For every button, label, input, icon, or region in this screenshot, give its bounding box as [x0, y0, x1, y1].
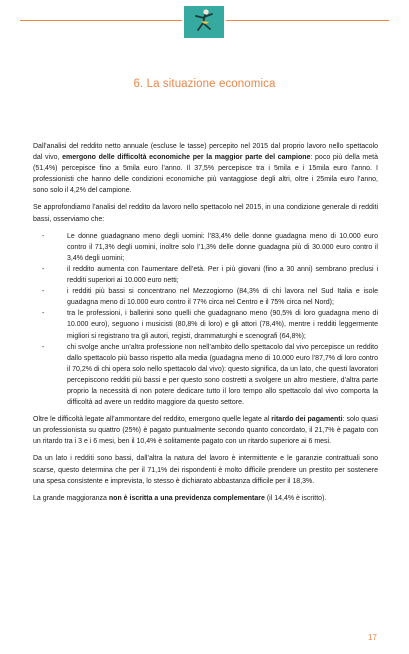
list-item: - Le donne guadagnano meno degli uomini: l’83,4% delle donne guadagna meno di 10.000 euro contro il 71,3% degli uomini, inoltre solo l’1,3% delle donne guadagna più di 30.000 euro contro il 3,4% degli uomini; [42, 232, 378, 262]
list-item: - i redditi più bassi si concentrano nel Mezzogiorno (84,3% di chi lavora nel Sud Italia e isole guadagna meno di 10.000 euro contro il 77% circa nel Centro e il 75% circa nel Nord); [42, 288, 378, 307]
dancer-logo-icon [184, 6, 224, 38]
list-item: - il reddito aumenta con l’aumentare dell’età. Per i più giovani (fino a 30 anni) sembrano preclusi i redditi superiori ai 10.000 euro netti; [42, 265, 378, 285]
paragraph-pension: La grande maggioranza non è iscritta a una previdenza complementare (il 14,4% è iscritto). [33, 494, 327, 502]
header-rule-left [20, 20, 182, 21]
paragraph-loans: Da un lato i redditi sono bassi, dall’altra la natura del lavoro è intermittente e le garanzie contrattuali sono scarse, questo determina che per il 71,1% dei rispondenti è molto difficile prendere un prestito per sostenere una spesa consistente e imprevista, lo stesso è dichiarato abbastanza difficile per il 18,3%. [33, 455, 378, 485]
header-rule-right [226, 20, 389, 21]
list-item: - tra le professioni, i ballerini sono quelli che guadagnano meno (90,5% di loro guadagna meno di 10.000 euro), seguono i musicisti (80,8% di loro) e gli attori (78,4%), mentre i redditi leggermente migliori si registrano tra gli autori, registi, drammaturghi e scenografi (64,8%); [42, 310, 378, 340]
body-text [33, 141, 378, 510]
paragraph-analysis-intro: Se approfondiamo l’analisi del reddito da lavoro nello spettacolo nel 2015, in una condizione generale di redditi bassi, osserviamo che: [33, 204, 378, 223]
list-item: - chi svolge anche un’altra professione non nell’ambito dello spettacolo dal vivo percepisce un reddito dallo spettacolo più basso rispetto alla media (guadagna meno di 10.000 euro l’87,7% di loro contro il 70,2% di chi opera solo nello spettacolo dal vivo): questo significa, da un lato, che questi lavoratori percepiscono redditi più bassi e per questo sono costretti a svolgere un altro mestiere, d’altra parte proprio la necessità di non potere dedicare tutto il loro tempo allo spettacolo dal vivo comporta la difficoltà ad avere un reddito maggiore da questo settore. [42, 343, 378, 407]
findings-list [33, 231, 378, 409]
paragraph-income-overview: Dall’analisi del reddito netto annuale (escluse le tasse) percepito nel 2015 dal proprio lavoro nello spettacolo dal vivo, emergono delle difficoltà economiche per la maggior parte del campione: poco più della metà (51,4%) percepisce fino a 5mila euro l’anno. Il 37,5% percepisce tra i 5mila e i 15mila euro l’anno. I professionisti che hanno delle condizioni economiche più vantaggiose degli altri, oltre i 25mila euro l’anno, sono solo il 4,2% del campione. [33, 143, 378, 195]
paragraph-payment-delays: Oltre le difficoltà legate all’ammontare del reddito, emergono quelle legate al ritardo dei pagamenti: solo quasi un professionista su quattro (25%) è pagato puntualmente secondo quanto concordato, il 21,7% è pagato con un ritardo tra i 3 e i 6 mesi, ben il 10,4% è solitamente pagato con un ritardo superiore ai 6 mesi. [33, 416, 378, 446]
section-title: 6. La situazione economica [133, 78, 276, 90]
page-number: 17 [368, 633, 377, 642]
